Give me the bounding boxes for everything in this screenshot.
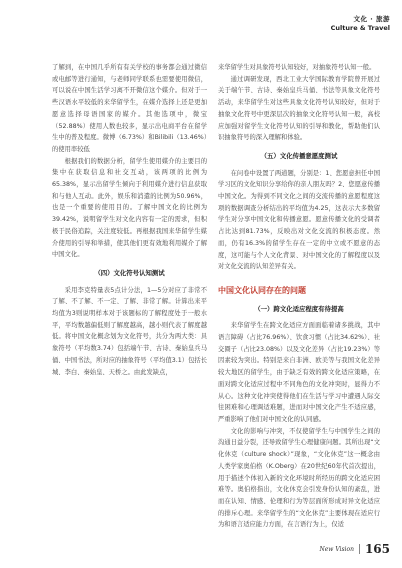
paragraph: 文化的影响与冲突，不仅使留学生与中国学生之间的沟通日益分裂，还导致留学生心理健康问题。其所出现“文化休克（culture shock）”现象，“文化休克”这一概念由人类学家奥伯格（K.Oberg）在20世纪60年代首次提出，用于描述个体初入新的文化环境时所经历的跨文化适应困难等。奥伯格指出，文化休克会引发身份认知的紊乱，进而在认知、情感、伦理和行为等层面所形成对异文化适应的排斥心理。来华留学生的“文化休克”主要体现在适应行为和语言适应能力方面，在言语行为上，仅适 — [218, 427, 380, 529]
page-footer — [319, 542, 390, 556]
section-label-chinese: 文化 · 旅游 — [353, 15, 390, 23]
right-column — [218, 62, 380, 531]
section-header — [331, 14, 390, 32]
paragraph: 来华留学生对具象符号认知较好，对抽象符号认知一般。 — [218, 64, 376, 71]
paragraph: 根据我们的数据分析，留学生使用媒介的主要目的集中在获取信息和社交互动，该两项的比例为65.38%，显示出留学生倾向于利用媒介进行信息获取和与他人互动。此外，娱乐和消遣的比例为50.96%，也是一个重要的使用目的。了解中国文化的比例为39.42%，说明留学生对文化内容有一定的需求，但积极于民俗追踪，关注度较低。再根据我国来华留学生媒介使用的引导和举措，使其他们更有效地利用媒介了解中国文化。 — [52, 157, 207, 259]
section-label-english: Culture & Travel — [330, 24, 390, 32]
paragraph: 在问卷中设置了两道题，分别是：1、您愿意担任中国学习区的文化知识分享给你的亲人朋友吗？2、您愿意传播中国文化。为得到不同文化之间的交流传播的意愿程度这项的数据调查分析结出的平均值为4.25，这表示大多数留学生对分享中国文化和传播意愿。愿意传播文化的受调者占比达到81.73%，反映出对文化交流的积极态度。然而，仍有16.3%的留学生存在一定的中立或不愿意的态度，这可能与个人文化背景、对中国文化的了解程度以及对文化交流的认知差异有关。 — [218, 169, 380, 271]
left-column — [52, 62, 207, 378]
page-number: 165 — [364, 542, 390, 556]
paragraph: 了解到，在中国几乎所有有关学校的事务都会通过微信或电邮等进行通知，与老师同学联系也需要使用微信，可以说在中国生活学习离不开微信这个媒介。但对于一些汉语水平较低的来华留学生，在媒介选择上还是更加愿意选择母语国家的媒介。其他选项中，微宝（52.88%）使用人数也较多，显示出电商平台在留学生中的普及程度。微博（6.73%）和Bilibili（13.46%）的使用率较低 — [52, 64, 207, 153]
subsection-heading: （五）文化传播意愿度测试 — [260, 151, 338, 160]
paragraph: 采用李克特量表5点计分法，1—5分对应了非常不了解、不了解、不一定、了解、非常了解。计算出来平均值为3则说明样本对于该题标的了解程度处于一般水平，平均数越偏低则了解度越高，越小则代表了解度越低。将中国文化概念划为文化符号，共分为两大类：具象符号（平均数3.74）包括端午节、古诗、秦始皇兵马俑、中国书法，所对应的抽象符号（平均值3.1）包括长城、李白、秦始皇、天桥之。由此发缺点， — [52, 286, 207, 376]
footer-divider — [359, 544, 360, 554]
subsection-heading: （四）文化符号认知测试 — [94, 268, 165, 277]
magazine-brand: New Vision — [319, 545, 354, 553]
paragraph: 通过调研发现，西北工业大学国际教育学院曾开展过关于端午节、古诗、秦始皇兵马俑、书法等具象文化符号活动，来华留学生对这些具象文化符号认知较好，但对于抽象文化符号中更深层次的抽象文化符号认知一般，高校应加强对留学生文化符号认知的引导和教化，帮助他们认识抽象符号的深入理解和体验。 — [218, 75, 380, 142]
section-title: 中国文化认同存在的问题 — [218, 285, 306, 295]
paragraph: 来华留学生在跨文化适应方面面临着诸多挑战，其中语言障碍（占比76.96%）、饮食习惯（占比34.62%）、社交圈子（占比23.08%）以及文化差异（占比19.23%）等因素较为突出。特别是来自非洲、欧美等与我国文化差异较大地区的留学生，由于缺乏有效的跨文化适应策略，在面对跨文化适应过程中不同角色的文化冲突时，显得力不从心。这种文化冲突使得他们在生活与学习中遭遇人际交往困难和心理调适难题，进而对中国文化产生不适应感，严重影响了他们对中国文化的认同感。 — [218, 322, 380, 423]
subsection-heading: （一）跨文化适应程度有待提高 — [254, 304, 344, 313]
